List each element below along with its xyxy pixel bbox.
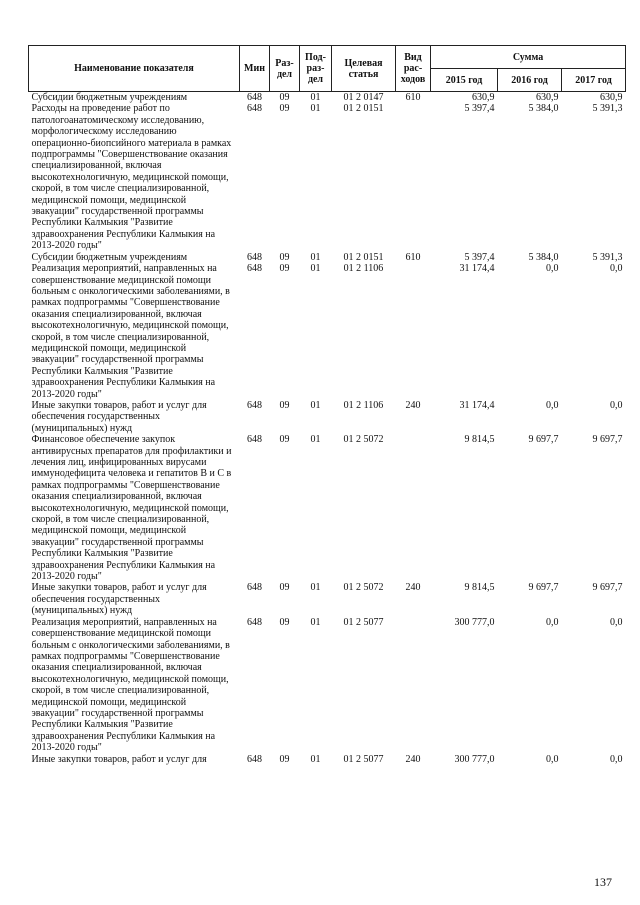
row-2017: 0,0 <box>610 753 623 765</box>
table-row <box>29 754 626 765</box>
header-sum: Сумма <box>431 46 626 69</box>
row-razdel: 09 <box>279 434 290 446</box>
row-min: 648 <box>247 399 262 411</box>
row-min: 648 <box>247 616 262 628</box>
row-vid: 610 <box>405 251 421 263</box>
row-podrazdel: 01 <box>310 399 321 411</box>
row-vid: 240 <box>405 582 421 594</box>
row-razdel: 09 <box>279 251 290 263</box>
row-name: Иные закупки товаров, работ и услуг для обеспечения государственных (муниципальных) нужд <box>31 399 207 434</box>
row-2015: 31 174,4 <box>459 399 495 411</box>
table-row <box>29 582 626 616</box>
row-razdel: 09 <box>279 103 290 115</box>
row-2016: 0,0 <box>546 263 559 275</box>
row-2015: 9 814,5 <box>464 434 495 446</box>
row-2017: 630,9 <box>600 92 623 103</box>
row-target: 01 2 5077 <box>343 616 384 628</box>
row-2016: 0,0 <box>546 753 559 765</box>
row-2017: 9 697,7 <box>592 434 623 446</box>
row-2016: 9 697,7 <box>528 434 559 446</box>
row-target: 01 2 0151 <box>343 103 384 115</box>
row-2017: 0,0 <box>610 263 623 275</box>
row-target: 01 2 1106 <box>343 263 384 275</box>
row-name: Расходы на проведение работ по патологоанатомическому исследованию, морфологическому исследованию операционно-биопсийного материала в рамках подпрограммы "Совершенствование оказания специализированной, включая высокотехнологичную, медицинской помощи, скорой, в том числе специализированной, медицинской помощи, медицинской эвакуации" государственной программы Республики Калмыкия "Развитие здравоохранения Республики Калмыкия на 2013-2020 годы" <box>31 103 232 252</box>
row-2015: 5 397,4 <box>464 103 495 115</box>
row-2015: 300 777,0 <box>454 753 495 765</box>
row-2015: 630,9 <box>472 92 495 103</box>
row-razdel: 09 <box>279 616 290 628</box>
row-min: 648 <box>247 92 262 103</box>
row-name: Реализация мероприятий, направленных на совершенствование медицинской помощи больным с онкологическими заболеваниями, в рамках подпрограммы "Совершенствование оказания специализированной, включая высокотехнологичную, медицинской помощи, скорой, в том числе специализированной, медицинской помощи, медицинской эвакуации" государственной программы Республики Калмыкия "Развитие здравоохранения Республики Калмыкия на 2013-2020 годы" <box>31 616 230 754</box>
row-podrazdel: 01 <box>310 434 321 446</box>
row-razdel: 09 <box>279 92 290 103</box>
row-vid <box>396 617 431 754</box>
row-podrazdel: 01 <box>310 753 321 765</box>
table-body <box>29 92 626 765</box>
table-row <box>29 92 626 104</box>
row-2017: 9 697,7 <box>592 582 623 594</box>
row-vid <box>396 434 431 582</box>
row-name: Субсидии бюджетным учреждениям <box>31 251 188 263</box>
row-podrazdel: 01 <box>310 103 321 115</box>
row-target: 01 2 1106 <box>343 399 384 411</box>
row-name: Финансовое обеспечение закупок антивирусных препаратов для профилактики и лечения лиц, инфицированных вирусами иммунодефицита человека и гепатитов В и С в рамках подпрограммы "Совершенствование оказания специализированной, включая высокотехнологичную, медицинской помощи, скорой, в том числе специализированной, медицинской помощи, медицинской эвакуации" государственной программы Республики Калмыкия "Развитие здравоохранения Республики Калмыкия на 2013-2020 годы" <box>31 434 232 583</box>
table-row <box>29 103 626 251</box>
row-min: 648 <box>247 251 262 263</box>
table-row <box>29 252 626 263</box>
table-row <box>29 617 626 754</box>
row-2017: 0,0 <box>610 616 623 628</box>
row-min: 648 <box>247 263 262 275</box>
header-target: Целевая статья <box>332 46 396 92</box>
header-2015: 2015 год <box>431 69 498 92</box>
row-2015: 9 814,5 <box>464 582 495 594</box>
row-podrazdel: 01 <box>310 92 321 103</box>
row-2016: 5 384,0 <box>528 251 559 263</box>
row-min: 648 <box>247 753 262 765</box>
row-target: 01 2 5072 <box>343 434 384 446</box>
header-2016: 2016 год <box>498 69 562 92</box>
table-row <box>29 400 626 434</box>
row-min: 648 <box>247 103 262 115</box>
header-name: Наименование показателя <box>29 46 240 92</box>
row-2016: 0,0 <box>546 616 559 628</box>
budget-document <box>28 45 625 765</box>
row-target: 01 2 0147 <box>343 92 384 103</box>
row-name: Иные закупки товаров, работ и услуг для <box>31 753 207 765</box>
row-target: 01 2 5072 <box>343 582 384 594</box>
row-2016: 0,0 <box>546 399 559 411</box>
table-header <box>29 46 626 92</box>
row-name: Реализация мероприятий, направленных на совершенствование медицинской помощи больным с онкологическими заболеваниями, в рамках подпрограммы "Совершенствование оказания специализированной, включая высокотехнологичную, медицинской помощи, скорой, в том числе специализированной, медицинской помощи, медицинской эвакуации" государственной программы Республики Калмыкия "Развитие здравоохранения Республики Калмыкия на 2013-2020 годы" <box>31 263 230 400</box>
row-name: Субсидии бюджетным учреждениям <box>31 92 188 103</box>
row-razdel: 09 <box>279 263 290 275</box>
header-min: Мин <box>240 46 270 92</box>
row-podrazdel: 01 <box>310 263 321 275</box>
row-2016: 9 697,7 <box>528 582 559 594</box>
header-vid: Вид рас-ходов <box>396 46 431 92</box>
row-razdel: 09 <box>279 753 290 765</box>
table-row <box>29 434 626 582</box>
row-target: 01 2 5077 <box>343 753 384 765</box>
row-vid <box>396 103 431 251</box>
header-2017: 2017 год <box>562 69 626 92</box>
budget-table <box>28 45 626 765</box>
row-vid: 240 <box>405 399 421 411</box>
header-razdel: Раз-дел <box>270 46 300 92</box>
table-row <box>29 263 626 400</box>
page-number: 137 <box>594 875 612 889</box>
row-2017: 5 391,3 <box>592 103 623 115</box>
row-name: Иные закупки товаров, работ и услуг для обеспечения государственных (муниципальных) нужд <box>31 582 207 617</box>
row-2016: 630,9 <box>536 92 559 103</box>
row-2016: 5 384,0 <box>528 103 559 115</box>
row-2017: 0,0 <box>610 399 623 411</box>
row-podrazdel: 01 <box>310 616 321 628</box>
row-razdel: 09 <box>279 582 290 594</box>
row-target: 01 2 0151 <box>343 251 384 263</box>
row-min: 648 <box>247 434 262 446</box>
row-podrazdel: 01 <box>310 251 321 263</box>
row-2015: 5 397,4 <box>464 251 495 263</box>
row-podrazdel: 01 <box>310 582 321 594</box>
row-razdel: 09 <box>279 399 290 411</box>
row-2015: 300 777,0 <box>454 616 495 628</box>
row-vid <box>396 263 431 400</box>
row-2015: 31 174,4 <box>459 263 495 275</box>
row-vid: 240 <box>405 753 421 765</box>
row-vid: 610 <box>405 92 421 103</box>
row-2017: 5 391,3 <box>592 251 623 263</box>
row-min: 648 <box>247 582 262 594</box>
header-podrazdel: Под-раз-дел <box>300 46 332 92</box>
